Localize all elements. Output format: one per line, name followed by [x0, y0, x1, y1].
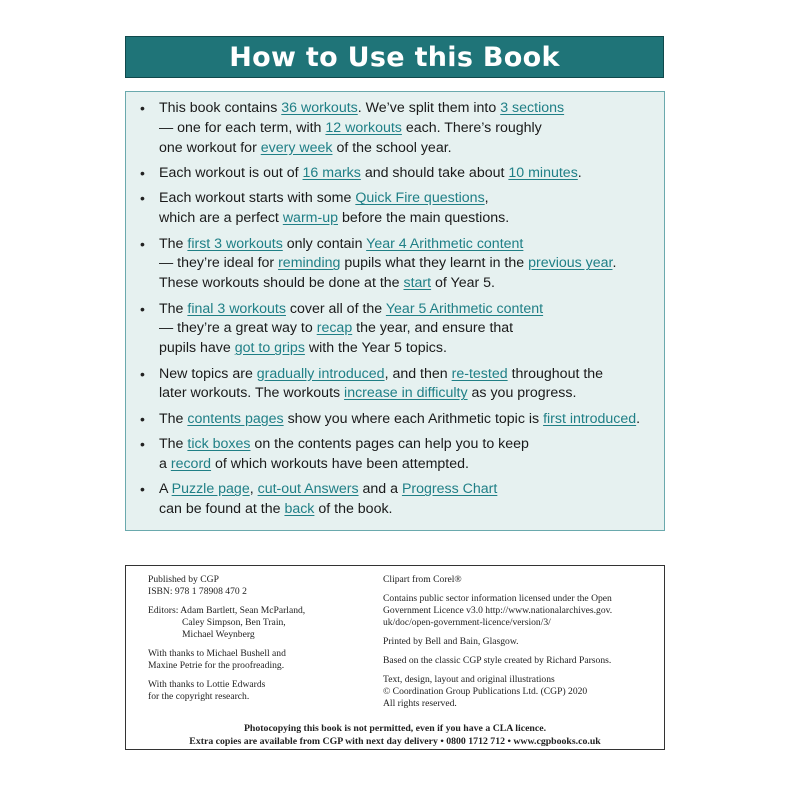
highlighted-phrase: contents pages: [187, 410, 284, 427]
credits-right-column: [383, 574, 653, 717]
bullet-text: .: [612, 255, 617, 272]
bullet-dot-icon: •: [140, 481, 145, 498]
bullet-text: the year, and ensure that: [352, 320, 514, 337]
bullet-text: pupils have: [159, 340, 235, 357]
bullet-dot-icon: •: [140, 100, 145, 116]
credit-line: Published by CGP: [148, 574, 219, 585]
credit-line: Contains public sector information licensed under the Open: [383, 593, 612, 604]
bullet-text: each. There’s roughly: [401, 119, 542, 136]
bullet-item: [136, 410, 654, 430]
bullet-text: Each workout starts with some: [159, 190, 356, 207]
credit-block: [383, 636, 653, 648]
bullet-text: with the Year 5 topics.: [304, 340, 447, 357]
credit-line: Text, design, layout and original illustrations: [383, 674, 555, 685]
credit-line: Clipart from Corel®: [383, 574, 462, 585]
credits-left-column: [148, 574, 358, 710]
credit-line: Michael Weynberg: [182, 629, 255, 640]
highlighted-phrase: Puzzle page: [171, 481, 250, 498]
bullet-text: of which workouts have been attempted.: [211, 455, 469, 472]
title-banner: [125, 36, 664, 78]
bullet-text: .: [577, 164, 582, 181]
bullet-line: [159, 235, 654, 255]
bullet-text: The: [159, 436, 188, 453]
credit-line: Editors: Adam Bartlett, Sean McParland,: [148, 605, 306, 616]
bullet-line: [159, 365, 654, 385]
highlighted-phrase: every week: [260, 139, 333, 156]
credit-line: With thanks to Michael Bushell and: [148, 648, 286, 659]
bullet-text: show you where each Arithmetic topic is: [283, 410, 544, 427]
bullet-item: [136, 235, 654, 294]
bullet-item: [136, 164, 654, 184]
credit-line: Maxine Petrie for the proofreading.: [148, 660, 285, 671]
bullet-line: [159, 274, 654, 294]
credit-line: All rights reserved.: [383, 698, 457, 709]
credit-line: Government Licence v3.0 http://www.nationalarchives.gov.: [383, 605, 613, 616]
credit-line: © Coordination Group Publications Ltd. (CGP) 2020: [383, 686, 588, 697]
credit-line: ISBN: 978 1 78908 470 2: [148, 586, 247, 597]
credit-line: Printed by Bell and Bain, Glasgow.: [383, 636, 519, 647]
bullet-text: This book contains: [159, 100, 282, 116]
highlighted-phrase: 3 sections: [500, 100, 565, 116]
credits-footer: [126, 723, 664, 748]
bullet-item: [136, 99, 654, 158]
bullet-text: ,: [484, 190, 489, 207]
bullet-text: Each workout is out of: [159, 164, 303, 181]
highlighted-phrase: Quick Fire questions: [355, 190, 485, 207]
bullet-dot-icon: •: [140, 410, 145, 427]
bullet-text: can be found at the: [159, 501, 285, 518]
bullet-text: which are a perfect: [159, 210, 283, 227]
bullet-item: [136, 189, 654, 229]
highlighted-phrase: re-tested: [451, 365, 508, 382]
bullet-item: [136, 300, 654, 359]
bullet-line: [159, 455, 654, 475]
bullet-text: and a: [358, 481, 402, 498]
bullet-text: only contain: [282, 235, 367, 252]
credit-block: [148, 605, 358, 641]
highlighted-phrase: recap: [316, 320, 353, 337]
highlighted-phrase: cut-out Answers: [257, 481, 359, 498]
highlighted-phrase: tick boxes: [187, 436, 251, 453]
highlighted-phrase: previous year: [528, 255, 613, 272]
bullet-text: throughout the: [507, 365, 604, 382]
bullet-line: [159, 254, 654, 274]
highlighted-phrase: Year 4 Arithmetic content: [366, 235, 524, 252]
credits-box: [125, 565, 665, 750]
highlighted-phrase: final 3 workouts: [187, 300, 286, 317]
bullet-line: [159, 480, 654, 500]
instructions-list: [136, 99, 654, 520]
credit-block: [383, 655, 653, 667]
bullet-line: [159, 99, 654, 119]
highlighted-phrase: gradually introduced: [256, 365, 385, 382]
credit-line: uk/doc/open-government-licence/version/3/: [383, 617, 551, 628]
bullet-text: These workouts should be done at the: [159, 275, 404, 292]
bullet-text: of Year 5.: [431, 275, 495, 292]
bullet-text: one workout for: [159, 139, 261, 156]
highlighted-phrase: start: [403, 275, 432, 292]
photocopy-notice: Photocopying this book is not permitted, even if you have a CLA licence.: [243, 723, 547, 734]
bullet-line: [159, 209, 654, 229]
highlighted-phrase: record: [170, 455, 212, 472]
bullet-line: [159, 384, 654, 404]
bullet-item: [136, 365, 654, 405]
highlighted-phrase: reminding: [278, 255, 341, 272]
credit-block: [148, 574, 358, 598]
bullet-text: on the contents pages can help you to keep: [250, 436, 529, 453]
bullet-line: [159, 435, 654, 455]
credit-block: [383, 574, 653, 586]
bullet-text: — one for each term, with: [159, 119, 326, 136]
bullet-text: pupils what they learnt in the: [340, 255, 529, 272]
bullet-text: , and then: [384, 365, 452, 382]
highlighted-phrase: 36 workouts: [281, 100, 358, 116]
credit-block: [148, 648, 358, 672]
bullet-line: [159, 410, 654, 430]
credit-block: [383, 593, 653, 629]
ordering-info: Extra copies are available from CGP with next day delivery • 0800 1712 712 • www.cgpbooks.co.uk: [189, 735, 601, 747]
highlighted-phrase: 16 marks: [302, 164, 361, 181]
highlighted-phrase: increase in difficulty: [344, 385, 468, 402]
highlighted-phrase: 12 workouts: [325, 119, 402, 136]
bullet-line: [159, 339, 654, 359]
bullet-dot-icon: •: [140, 365, 145, 382]
credit-line: With thanks to Lottie Edwards: [148, 679, 266, 690]
highlighted-phrase: warm-up: [282, 210, 338, 227]
highlighted-phrase: first introduced: [543, 410, 637, 427]
bullet-text: The: [159, 235, 188, 252]
bullet-text: as you progress.: [467, 385, 577, 402]
credit-line: for the copyright research.: [148, 691, 250, 702]
bullet-line: [159, 139, 654, 159]
credit-block: [148, 679, 358, 703]
bullet-text: .: [636, 410, 641, 427]
credit-block: [383, 674, 653, 710]
highlighted-phrase: Year 5 Arithmetic content: [385, 300, 544, 317]
highlighted-phrase: Progress Chart: [401, 481, 498, 498]
bullet-text: of the school year.: [332, 139, 452, 156]
bullet-line: [159, 500, 654, 520]
bullet-dot-icon: •: [140, 235, 145, 252]
bullet-text: . We’ve split them into: [357, 100, 501, 116]
bullet-dot-icon: •: [140, 436, 145, 453]
bullet-text: A: [159, 481, 172, 498]
bullet-item: [136, 435, 654, 475]
highlighted-phrase: got to grips: [234, 340, 305, 357]
bullet-text: The: [159, 410, 188, 427]
bullet-text: before the main questions.: [338, 210, 510, 227]
page-title: How to Use this Book: [229, 41, 560, 73]
instructions-box: [125, 91, 665, 531]
bullet-dot-icon: •: [140, 300, 145, 317]
bullet-dot-icon: •: [140, 190, 145, 207]
bullet-line: [159, 189, 654, 209]
bullet-text: of the book.: [314, 501, 393, 518]
highlighted-phrase: back: [284, 501, 315, 518]
bullet-line: [159, 319, 654, 339]
highlighted-phrase: first 3 workouts: [187, 235, 283, 252]
bullet-dot-icon: •: [140, 164, 145, 181]
bullet-text: The: [159, 300, 188, 317]
bullet-line: [159, 119, 654, 139]
bullet-text: a: [159, 455, 171, 472]
bullet-text: ,: [249, 481, 258, 498]
bullet-text: cover all of the: [285, 300, 386, 317]
bullet-item: [136, 480, 654, 520]
bullet-text: — they’re a great way to: [159, 320, 317, 337]
credit-line: Based on the classic CGP style created by Richard Parsons.: [383, 655, 612, 666]
bullet-text: and should take about: [360, 164, 509, 181]
bullet-text: later workouts. The workouts: [159, 385, 345, 402]
bullet-line: [159, 300, 654, 320]
bullet-text: New topics are: [159, 365, 257, 382]
credit-line: Caley Simpson, Ben Train,: [182, 617, 286, 628]
bullet-line: [159, 164, 654, 184]
highlighted-phrase: 10 minutes: [508, 164, 578, 181]
bullet-text: — they’re ideal for: [159, 255, 279, 272]
